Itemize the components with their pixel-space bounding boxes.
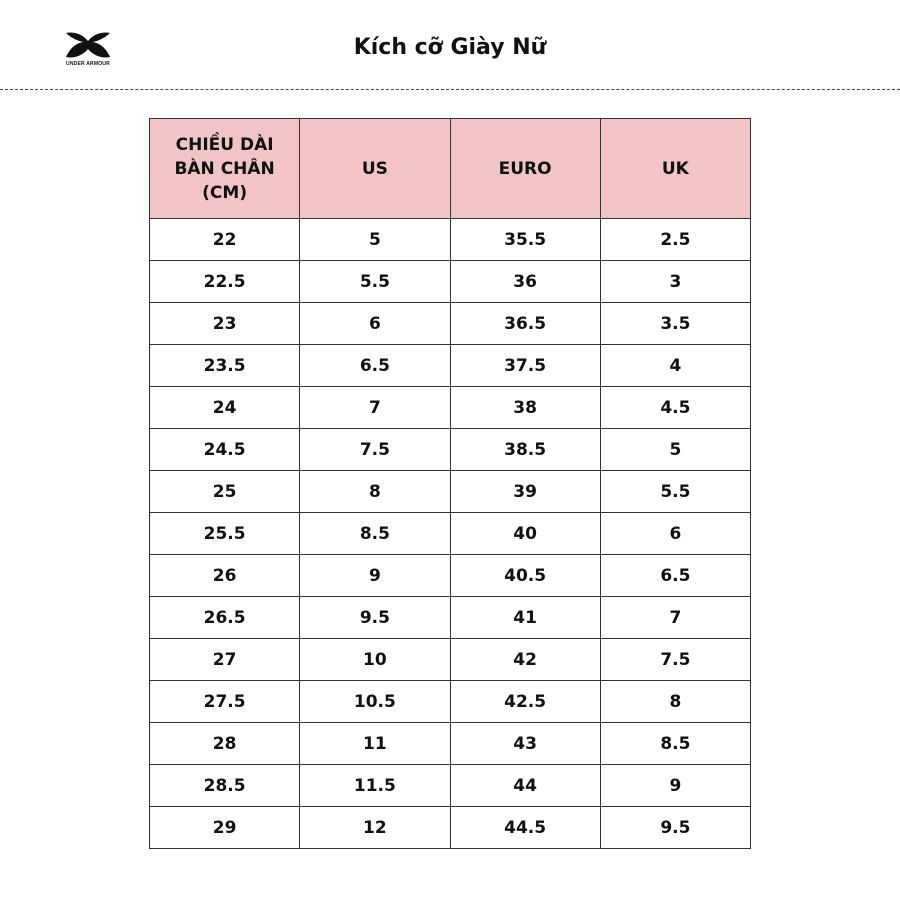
foot-length-cell: 25 <box>150 471 300 513</box>
euro-size-cell: 44.5 <box>450 807 600 849</box>
us-size-cell: 11.5 <box>300 765 450 807</box>
table-row <box>150 765 751 807</box>
table-row <box>150 219 751 261</box>
uk-size-cell: 4 <box>600 345 750 387</box>
table-row <box>150 261 751 303</box>
uk-size-cell: 8 <box>600 681 750 723</box>
foot-length-cell: 26 <box>150 555 300 597</box>
us-size-cell: 12 <box>300 807 450 849</box>
uk-size-cell: 3.5 <box>600 303 750 345</box>
us-size-cell: 8 <box>300 471 450 513</box>
us-size-cell: 9.5 <box>300 597 450 639</box>
table-row <box>150 723 751 765</box>
foot-length-cell: 29 <box>150 807 300 849</box>
foot-length-cell: 26.5 <box>150 597 300 639</box>
table-header-row <box>150 119 751 219</box>
us-size-cell: 7 <box>300 387 450 429</box>
us-size-cell: 5.5 <box>300 261 450 303</box>
euro-size-cell: 39 <box>450 471 600 513</box>
euro-size-cell: 35.5 <box>450 219 600 261</box>
foot-length-cell: 27 <box>150 639 300 681</box>
uk-size-cell: 5.5 <box>600 471 750 513</box>
euro-size-cell: 44 <box>450 765 600 807</box>
euro-size-cell: 38 <box>450 387 600 429</box>
uk-size-cell: 4.5 <box>600 387 750 429</box>
table-row <box>150 681 751 723</box>
us-size-cell: 11 <box>300 723 450 765</box>
foot-length-cell: 24 <box>150 387 300 429</box>
uk-size-cell: 3 <box>600 261 750 303</box>
column-header-euro: EURO <box>450 119 600 219</box>
euro-size-cell: 40 <box>450 513 600 555</box>
column-header-foot-length: CHIỀU DÀI BÀN CHÂN (CM) <box>150 119 300 219</box>
foot-length-cell: 25.5 <box>150 513 300 555</box>
table-body <box>150 219 751 849</box>
table-row <box>150 429 751 471</box>
euro-size-cell: 38.5 <box>450 429 600 471</box>
us-size-cell: 10 <box>300 639 450 681</box>
foot-length-cell: 24.5 <box>150 429 300 471</box>
foot-length-cell: 22 <box>150 219 300 261</box>
us-size-cell: 6 <box>300 303 450 345</box>
brand-logo-text: UNDER ARMOUR <box>66 61 110 67</box>
size-chart-table <box>149 118 751 849</box>
table-row <box>150 387 751 429</box>
euro-size-cell: 43 <box>450 723 600 765</box>
column-header-us: US <box>300 119 450 219</box>
foot-length-cell: 28 <box>150 723 300 765</box>
foot-length-cell: 22.5 <box>150 261 300 303</box>
table-row <box>150 597 751 639</box>
column-header-uk: UK <box>600 119 750 219</box>
page-title: Kích cỡ Giày Nữ <box>353 35 547 60</box>
table-row <box>150 513 751 555</box>
euro-size-cell: 40.5 <box>450 555 600 597</box>
us-size-cell: 5 <box>300 219 450 261</box>
euro-size-cell: 36.5 <box>450 303 600 345</box>
table-row <box>150 303 751 345</box>
uk-size-cell: 6.5 <box>600 555 750 597</box>
table-row <box>150 555 751 597</box>
euro-size-cell: 41 <box>450 597 600 639</box>
foot-length-cell: 28.5 <box>150 765 300 807</box>
uk-size-cell: 5 <box>600 429 750 471</box>
us-size-cell: 10.5 <box>300 681 450 723</box>
us-size-cell: 9 <box>300 555 450 597</box>
foot-length-cell: 27.5 <box>150 681 300 723</box>
euro-size-cell: 42 <box>450 639 600 681</box>
uk-size-cell: 2.5 <box>600 219 750 261</box>
uk-size-cell: 8.5 <box>600 723 750 765</box>
euro-size-cell: 42.5 <box>450 681 600 723</box>
us-size-cell: 7.5 <box>300 429 450 471</box>
table-row <box>150 471 751 513</box>
uk-size-cell: 6 <box>600 513 750 555</box>
foot-length-cell: 23.5 <box>150 345 300 387</box>
uk-size-cell: 9.5 <box>600 807 750 849</box>
table-row <box>150 807 751 849</box>
euro-size-cell: 37.5 <box>450 345 600 387</box>
table-row <box>150 345 751 387</box>
table-row <box>150 639 751 681</box>
dashed-divider <box>0 89 900 90</box>
uk-size-cell: 7 <box>600 597 750 639</box>
foot-length-cell: 23 <box>150 303 300 345</box>
uk-size-cell: 9 <box>600 765 750 807</box>
euro-size-cell: 36 <box>450 261 600 303</box>
us-size-cell: 8.5 <box>300 513 450 555</box>
uk-size-cell: 7.5 <box>600 639 750 681</box>
us-size-cell: 6.5 <box>300 345 450 387</box>
